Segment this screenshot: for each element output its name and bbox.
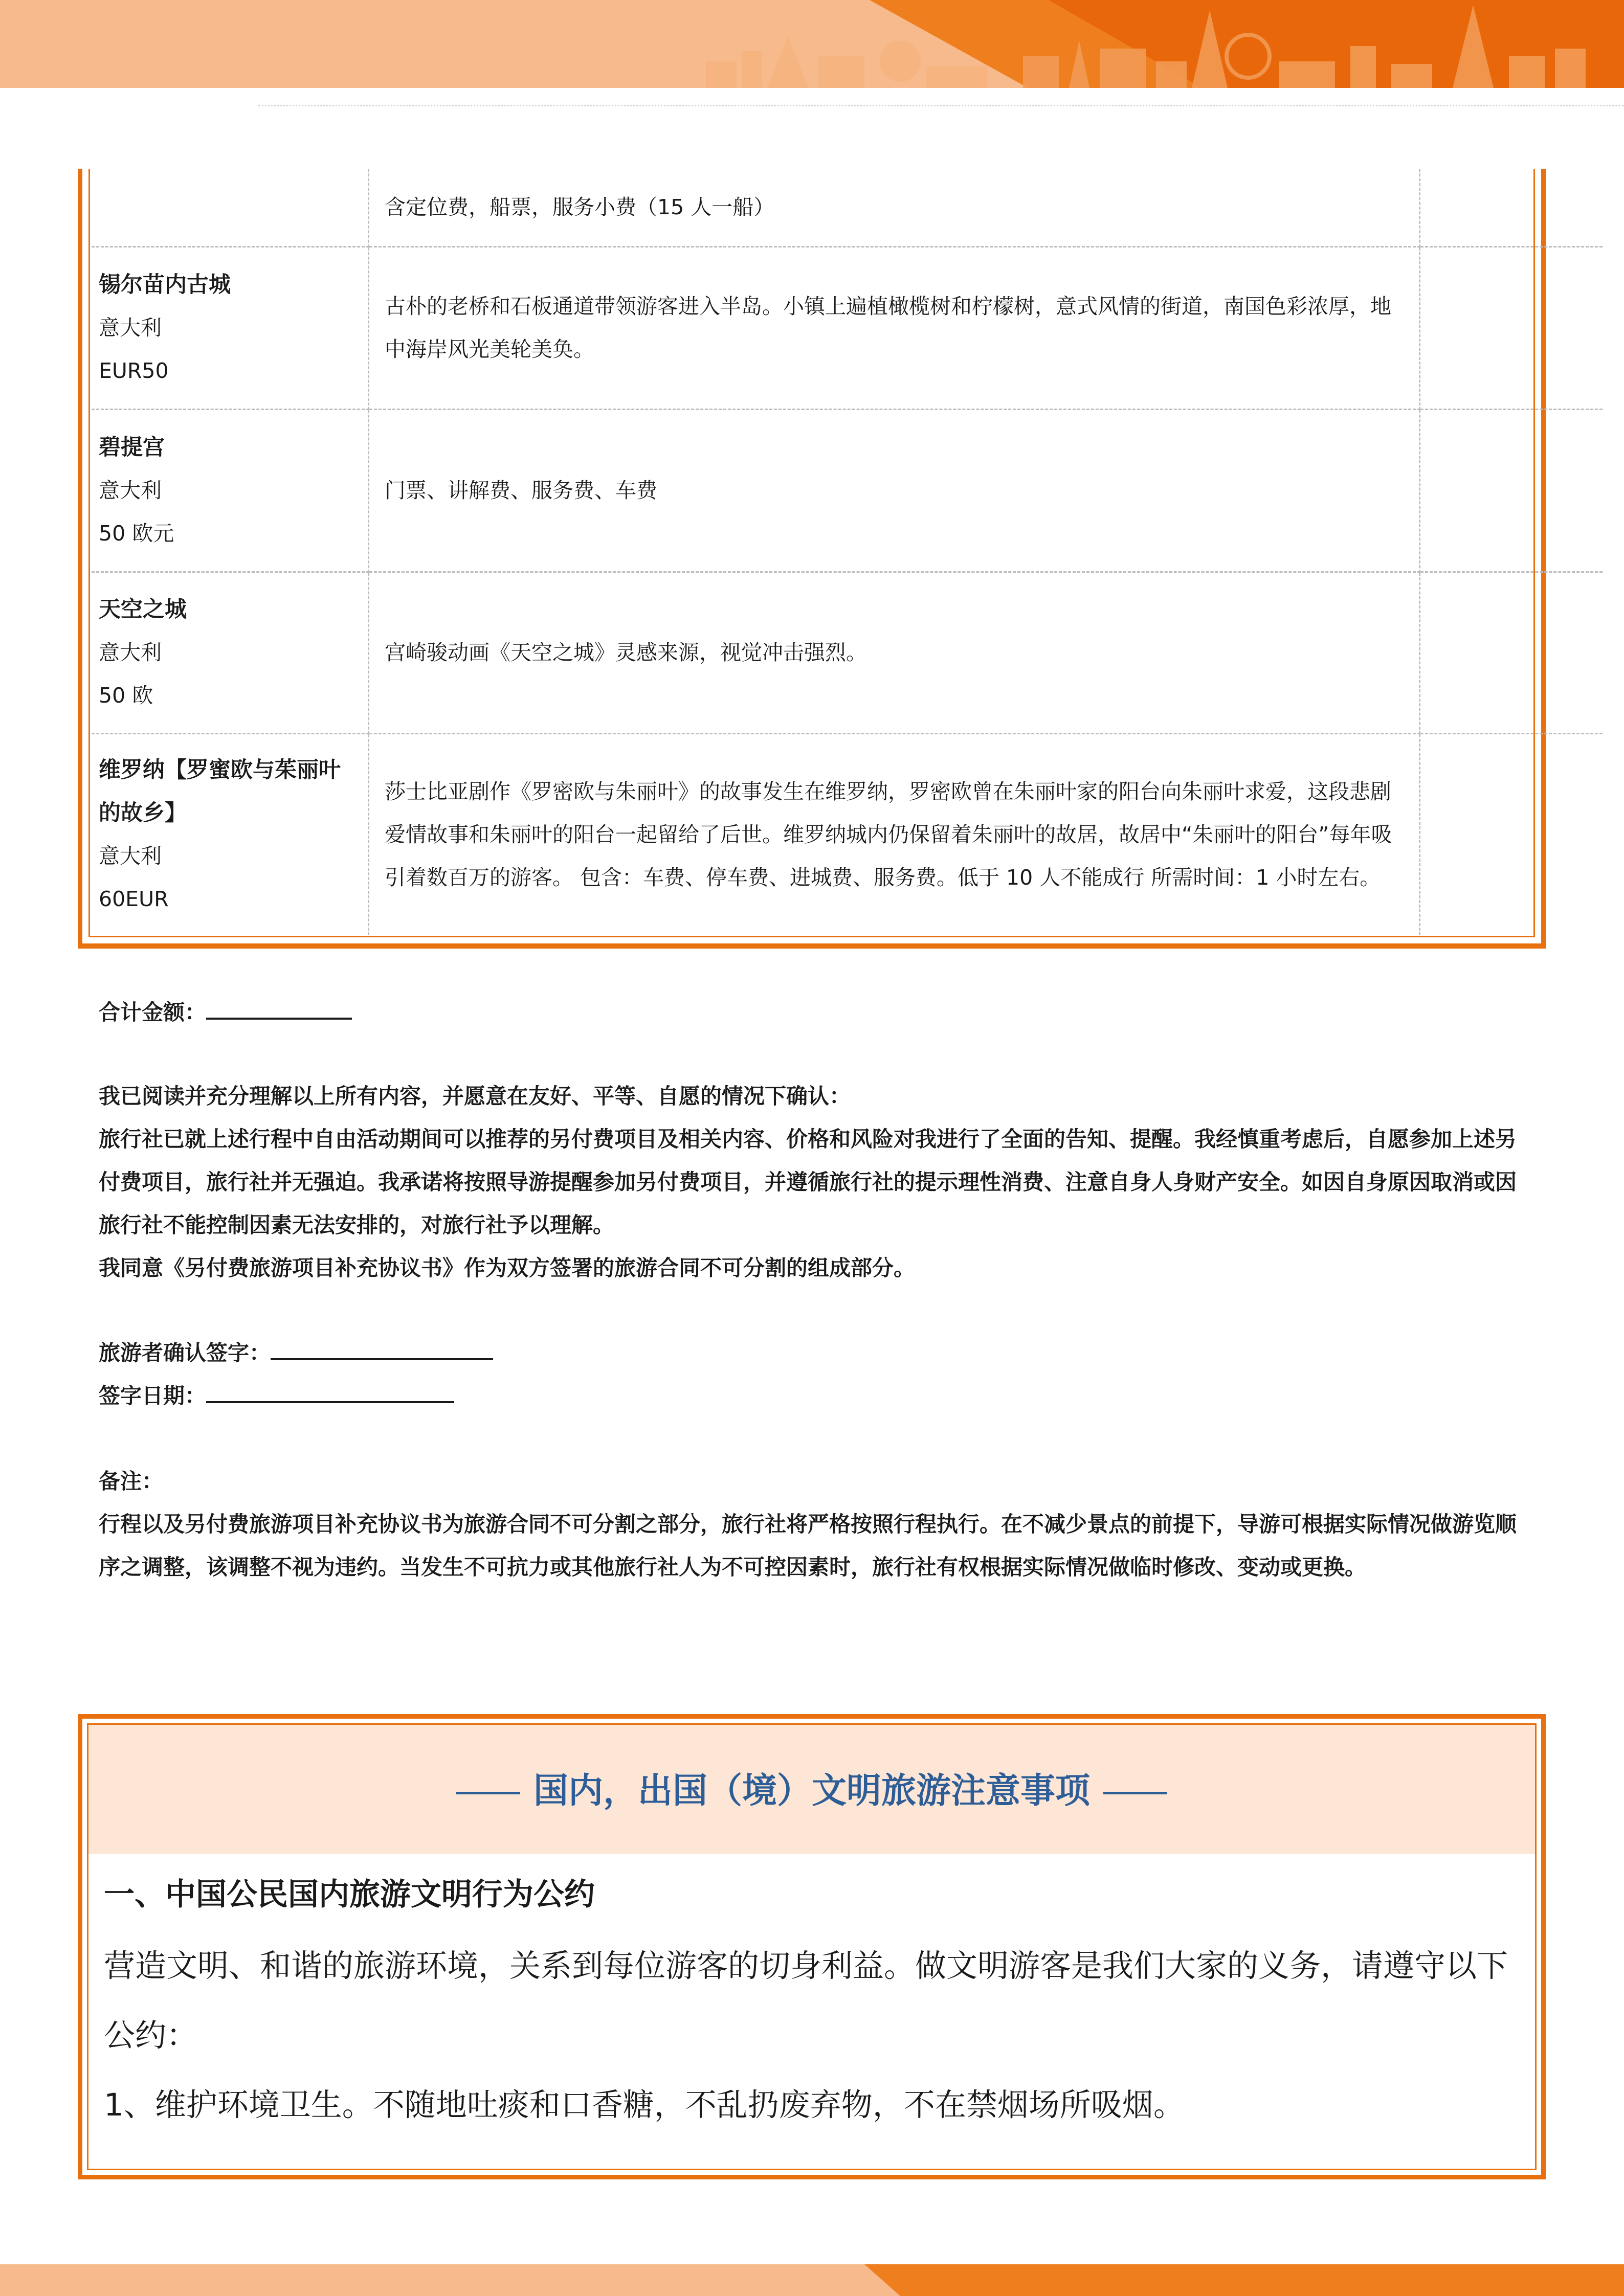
item-note-cell <box>1420 246 1603 409</box>
table-row <box>92 572 1603 733</box>
item-note-cell <box>1420 409 1603 572</box>
item-note-cell <box>1420 733 1603 935</box>
item-name-cell <box>92 169 369 246</box>
item-desc-cell: 宫崎骏动画《天空之城》灵感来源，视觉冲击强烈。 <box>369 572 1420 733</box>
remarks-block <box>99 1460 1531 1589</box>
total-amount <box>99 991 1531 1034</box>
confirmation-line: 旅行社已就上述行程中自由活动期间可以推荐的另付费项目及相关内容、价格和风险对我进行了全面的告知、提醒。我经慎重考虑后，自愿参加上述另付费项目，旅行社并无强迫。我承诺将按照导游提醒参加另付费项目，并遵循旅行社的提示理性消费、注意自身人身财产安全。如因自身原因取消或因旅行社不能控制因素无法安排的，对旅行社予以理解。 <box>99 1127 1517 1237</box>
item-note-cell <box>1420 169 1603 246</box>
section-heading: 一、中国公民国内旅游文明行为公约 <box>104 1877 595 1912</box>
remarks-label: 备注： <box>99 1469 164 1494</box>
table-row <box>92 169 1603 246</box>
skyline-decoration <box>0 0 1624 88</box>
table-row <box>92 409 1603 572</box>
item-name-cell <box>92 409 369 572</box>
item-desc-cell: 古朴的老桥和石板通道带领游客进入半岛。小镇上遍植橄榄树和柠檬树，意式风情的街道，南国色彩浓厚，地中海岸风光美轮美奂。 <box>369 246 1420 409</box>
item-name: 维罗纳【罗蜜欧与茱丽叶的故乡】 <box>99 757 341 826</box>
item-price: EUR50 <box>99 358 169 383</box>
header-divider <box>258 105 1624 106</box>
total-amount-field[interactable] <box>206 997 352 1020</box>
item-price: 50 欧元 <box>99 521 174 546</box>
item-name: 碧提宫 <box>99 435 165 460</box>
remarks-text: 行程以及另付费旅游项目补充协议书为旅游合同不可分割之部分，旅行社将严格按照行程执行。在不减少景点的前提下，导游可根据实际情况做游览顺序之调整，该调整不视为违约。当发生不可抗力或其他旅行社人为不可控因素时，旅行社有权根据实际情况做临时修改、变动或更换。 <box>99 1512 1517 1580</box>
page-header-banner <box>0 0 1624 88</box>
section-intro: 营造文明、和谐的旅游环境，关系到每位游客的切身利益。做文明游客是我们大家的义务，请遵守以下公约： <box>104 1948 1508 2054</box>
signature-label: 旅游者确认签字： <box>99 1340 271 1365</box>
panel-title <box>88 1770 1535 1813</box>
item-name: 锡尔苗内古城 <box>99 272 231 298</box>
item-country: 意大利 <box>99 640 162 665</box>
section-item: 1、维护环境卫生。不随地吐痰和口香糖，不乱扔废弃物，不在禁烟场所吸烟。 <box>104 2087 1185 2123</box>
confirmation-line: 我同意《另付费旅游项目补充协议书》作为双方签署的旅游合同不可分割的组成部分。 <box>99 1255 916 1280</box>
total-label: 合计金额： <box>99 1000 207 1025</box>
confirmation-text <box>99 1075 1531 1290</box>
item-name: 天空之城 <box>99 597 187 622</box>
footer-decoration <box>0 2264 1624 2296</box>
fee-table <box>92 169 1603 935</box>
item-country: 意大利 <box>99 478 162 503</box>
item-country: 意大利 <box>99 844 162 869</box>
civilized-travel-panel <box>78 1714 1546 2179</box>
item-note-cell <box>1420 572 1603 733</box>
signature-block <box>99 1332 1531 1417</box>
item-country: 意大利 <box>99 316 162 340</box>
section-body <box>104 1931 1536 2140</box>
item-name-cell <box>92 246 369 409</box>
item-desc-cell: 含定位费，船票，服务小费（15 人一船） <box>369 169 1420 246</box>
page-footer-banner <box>0 2264 1624 2296</box>
item-price: 60EUR <box>99 887 169 912</box>
item-desc-cell: 莎士比亚剧作《罗密欧与朱丽叶》的故事发生在维罗纳，罗密欧曾在朱丽叶家的阳台向朱丽叶求爱，这段悲剧爱情故事和朱丽叶的阳台一起留给了后世。维罗纳城内仍保留着朱丽叶的故居，故居中“朱丽叶的阳台”每年吸引着数百万的游客。 包含：车费、停车费、进城费、服务费。低于 10 人不能成行 所需时间：1 小时左右。 <box>369 733 1420 935</box>
signature-field[interactable] <box>271 1338 493 1360</box>
item-desc-cell: 门票、讲解费、服务费、车费 <box>369 409 1420 572</box>
item-name-cell <box>92 733 369 935</box>
signature-date-label: 签字日期： <box>99 1383 207 1408</box>
item-price: 50 欧 <box>99 683 153 708</box>
confirmation-line: 我已阅读并充分理解以上所有内容，并愿意在友好、平等、自愿的情况下确认： <box>99 1084 851 1109</box>
table-row <box>92 246 1603 409</box>
table-row <box>92 733 1603 935</box>
panel-title-text: 国内，出国（境）文明旅游注意事项 <box>533 1771 1090 1811</box>
signature-date-field[interactable] <box>206 1381 454 1403</box>
item-name-cell <box>92 572 369 733</box>
fee-table-frame <box>78 169 1546 949</box>
